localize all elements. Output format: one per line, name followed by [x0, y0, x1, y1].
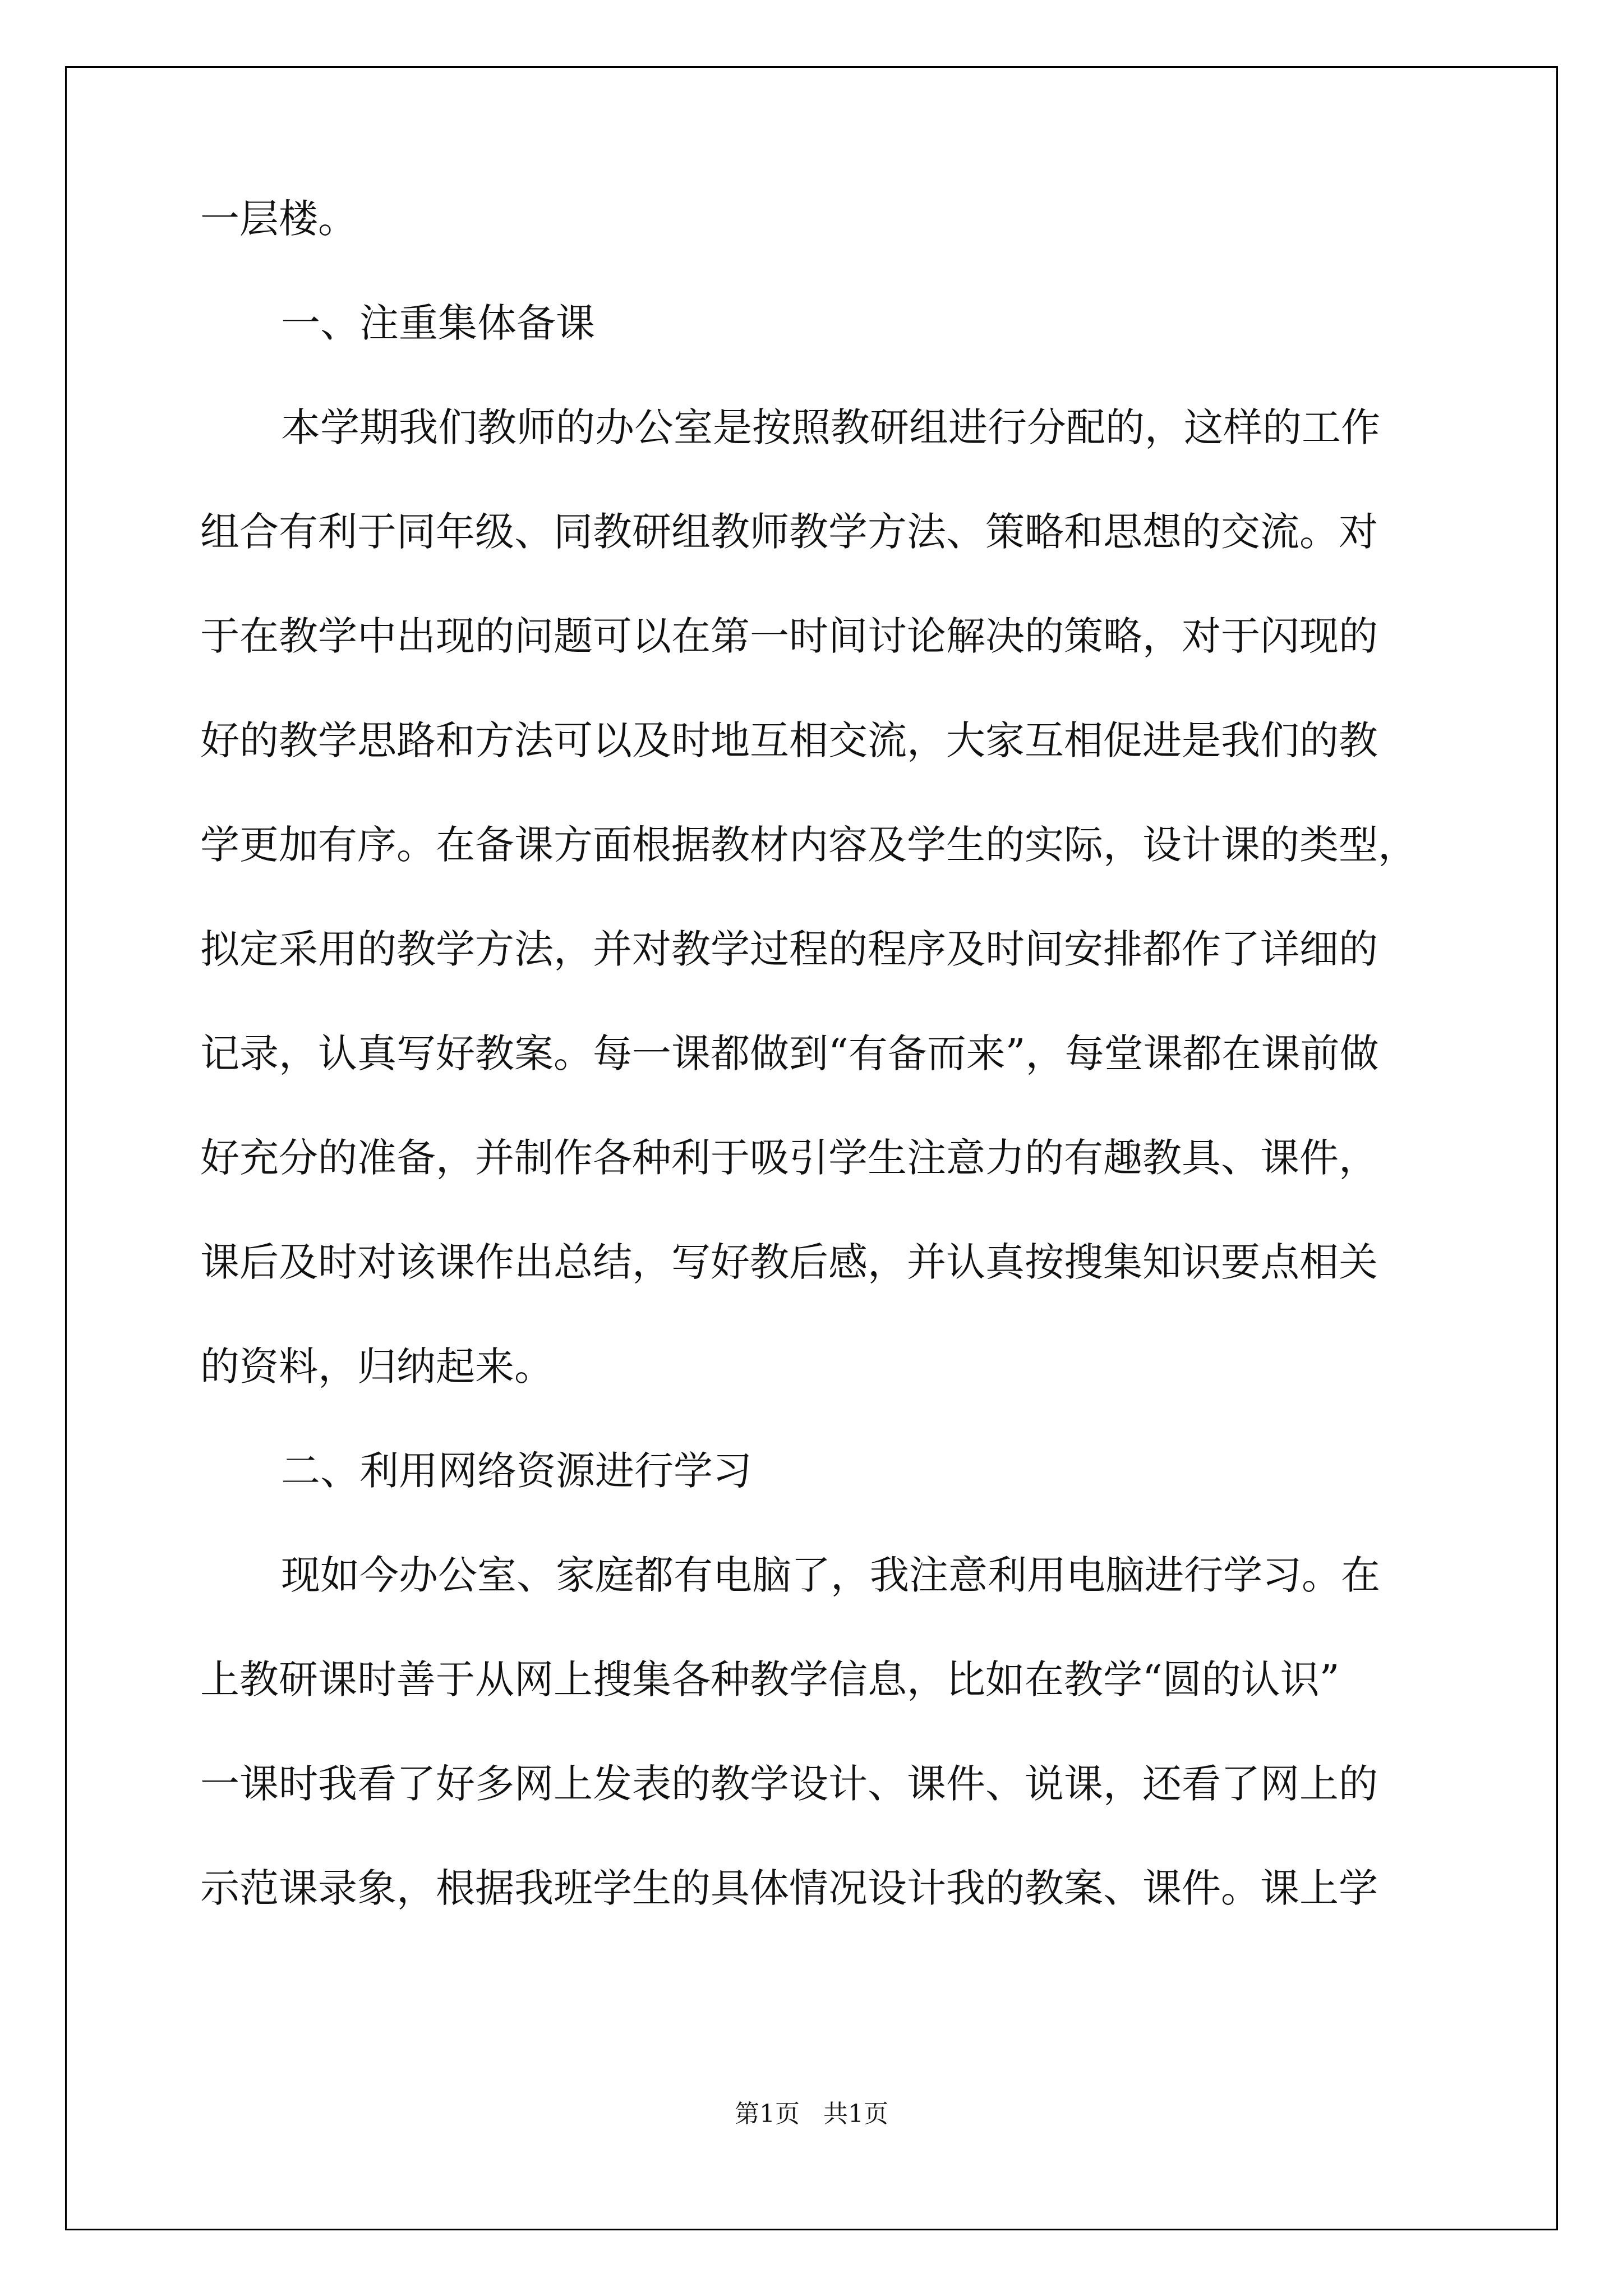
text-line: 学更加有序。在备课方面根据教材内容及学生的实际，设计课的类型， — [200, 822, 1417, 868]
page-footer: 第1页 共1页 — [735, 2100, 888, 2128]
text-line: 示范课录象，根据我班学生的具体情况设计我的教案、课件。课上学 — [200, 1865, 1378, 1911]
text-line: 拟定采用的教学方法，并对教学过程的程序及时间安排都作了详细的 — [200, 926, 1378, 972]
text-line: 一层楼。 — [200, 196, 357, 242]
text-line: 的资料，归纳起来。 — [200, 1343, 554, 1389]
text-line: 好的教学思路和方法可以及时地互相交流，大家互相促进是我们的教 — [200, 717, 1378, 763]
text-line: 组合有利于同年级、同教研组教师教学方法、策略和思想的交流。对 — [200, 509, 1378, 555]
text-line: 好充分的准备，并制作各种利于吸引学生注意力的有趣教具、课件， — [200, 1135, 1378, 1181]
text-line: 记录，认真写好教案。每一课都做到“有备而来”，每堂课都在课前做 — [200, 1030, 1379, 1076]
text-line: 于在教学中出现的问题可以在第一时间讨论解决的策略，对于闪现的 — [200, 613, 1378, 659]
section-heading: 一、注重集体备课 — [281, 300, 595, 346]
text-line: 现如今办公室、家庭都有电脑了，我注意利用电脑进行学习。在 — [281, 1552, 1380, 1598]
text-line: 一课时我看了好多网上发表的教学设计、课件、说课，还看了网上的 — [200, 1761, 1378, 1807]
text-line: 课后及时对该课作出总结，写好教后感，并认真按搜集知识要点相关 — [200, 1239, 1378, 1285]
text-line: 上教研课时善于从网上搜集各种教学信息，比如在教学“圆的认识” — [200, 1657, 1340, 1703]
text-line: 本学期我们教师的办公室是按照教研组进行分配的，这样的工作 — [281, 404, 1380, 450]
section-heading: 二、利用网络资源进行学习 — [281, 1448, 752, 1494]
